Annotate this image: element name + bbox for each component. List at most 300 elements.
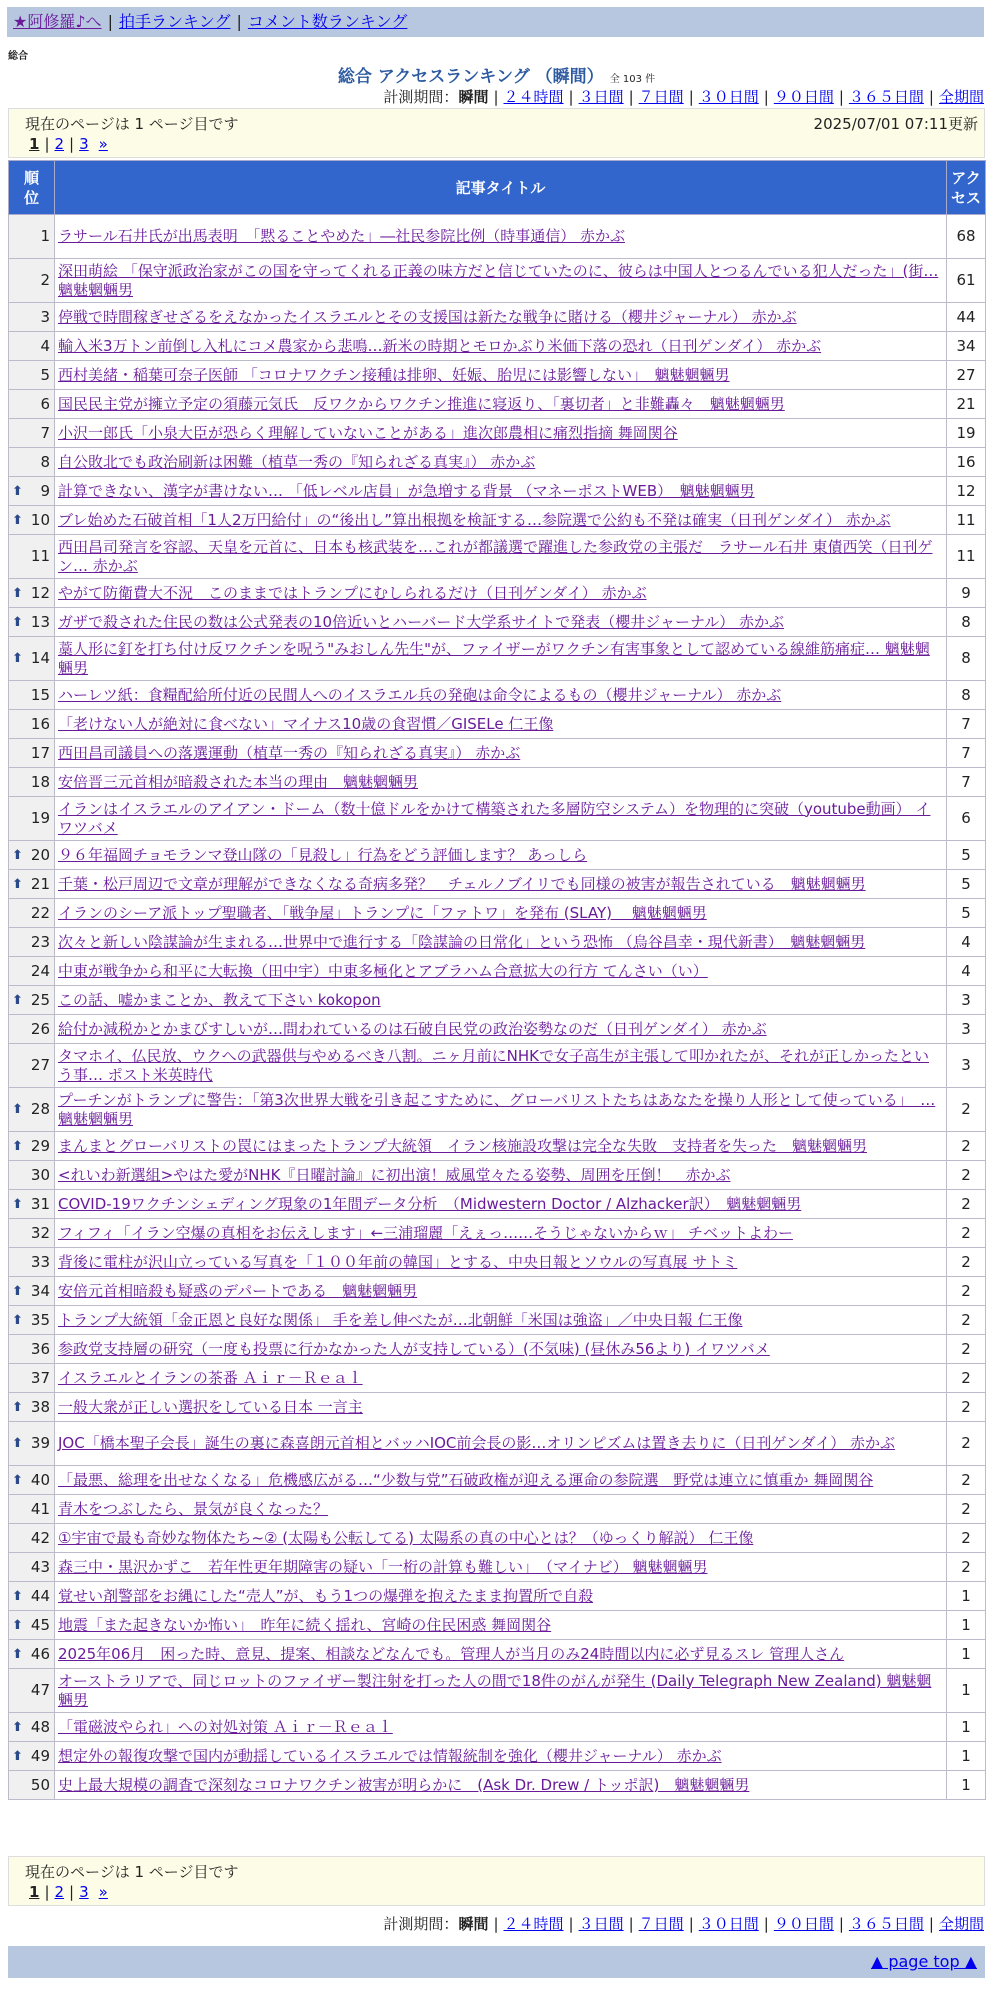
nav-link-comment-ranking[interactable]: コメント数ランキング bbox=[247, 12, 408, 31]
section-label: 総合 bbox=[8, 51, 28, 62]
table-row bbox=[9, 535, 986, 579]
table-row bbox=[9, 259, 986, 303]
table-row bbox=[9, 215, 986, 259]
title-cell bbox=[55, 215, 947, 259]
article-link[interactable]: ラサール石井氏が出馬表明 「黙ることやめた」―社民参院比例（時事通信） 赤かぶ bbox=[58, 227, 625, 245]
rank-cell bbox=[9, 1553, 55, 1582]
article-link[interactable]: ①宇宙で最も奇妙な物体たち~② (太陽も公転してる) 太陽系の真の中心とは？（ゆっくり解説） 仁王像 bbox=[58, 1528, 754, 1547]
title-cell bbox=[55, 1219, 947, 1248]
current-page-text-bottom: 現在のページは 1 ページ目です bbox=[25, 1863, 239, 1881]
title-cell bbox=[55, 797, 947, 841]
rank-cell bbox=[9, 768, 55, 797]
table-row bbox=[9, 1524, 986, 1553]
page-link-3[interactable]: 3 bbox=[79, 135, 89, 153]
table-row bbox=[9, 1669, 986, 1713]
access-count: 2 bbox=[947, 1495, 986, 1524]
article-link[interactable]: フィフィ「イラン空爆の真相をお伝えします」←三浦瑠麗「えぇっ……そうじゃないからｗ」 チベットよわー bbox=[58, 1223, 793, 1242]
rank-number: 25 bbox=[30, 990, 50, 1009]
rank-number: 13 bbox=[30, 612, 50, 631]
article-link[interactable]: 西村美緒・稲葉可奈子医師 「コロナワクチン接種は排卵、妊娠、胎児には影響しない」 魑魅魍魎男 bbox=[58, 365, 730, 384]
table-row bbox=[9, 390, 986, 419]
rank-number: 37 bbox=[30, 1368, 50, 1387]
rank-number: 38 bbox=[30, 1397, 50, 1416]
title-cell bbox=[55, 1495, 947, 1524]
article-link[interactable]: 「最悪、総理を出せなくなる」危機感広がる…“少数与党”石破政権が迎える運命の参院選 野党は連立に慎重か 舞岡関谷 bbox=[58, 1470, 874, 1489]
article-link[interactable]: 国民民主党が擁立予定の須藤元気氏 反ワクからワクチン推進に寝返り、「裏切者」と非難轟々 魑魅魍魎男 bbox=[58, 394, 785, 413]
title-cell bbox=[55, 1771, 947, 1800]
table-row bbox=[9, 1422, 986, 1466]
rank-number: 41 bbox=[30, 1499, 50, 1518]
up-arrow-icon: ⬆ bbox=[12, 1399, 23, 1415]
rank-number: 43 bbox=[30, 1557, 50, 1576]
up-arrow-icon: ⬆ bbox=[12, 1748, 23, 1764]
article-link[interactable]: タマホイ、仏民放、ウクへの武器供与やめるべき八割。ニヶ月前にNHKで女子高生が主張して叩かれたが、それが正しかったという事… ポスト米英時代 bbox=[58, 1046, 929, 1084]
title-cell bbox=[55, 1088, 947, 1132]
rank-cell bbox=[9, 986, 55, 1015]
title-cell bbox=[55, 1553, 947, 1582]
title-cell bbox=[55, 1364, 947, 1393]
article-link[interactable]: ブレ始めた石破首相「1人2万円給付」の“後出し”算出根拠を検証する…参院選で公約も不発は確実（日刊ゲンダイ） 赤かぶ bbox=[58, 510, 891, 529]
article-link[interactable]: JOC「橋本聖子会長」誕生の裏に森喜朗元首相とバッハIOC前会長の影…オリンピズムは置き去りに（日刊ゲンダイ） 赤かぶ bbox=[58, 1434, 895, 1452]
rank-number: 9 bbox=[40, 481, 50, 500]
title-cell bbox=[55, 681, 947, 710]
rank-cell bbox=[9, 1248, 55, 1277]
title-cell bbox=[55, 637, 947, 681]
rank-cell bbox=[9, 870, 55, 899]
page-current-bottom: 1 bbox=[29, 1883, 40, 1901]
rank-number: 7 bbox=[40, 423, 50, 442]
page-links-bottom: 1 | 2 | 3 » bbox=[29, 1883, 108, 1901]
access-count: 12 bbox=[947, 477, 986, 506]
article-link[interactable]: 輸入米3万トン前倒し入札にコメ農家から悲鳴…新米の時期とモロかぶり米価下落の恐れ（日刊ゲンダイ） 赤かぶ bbox=[58, 336, 822, 355]
rank-number: 34 bbox=[30, 1281, 50, 1300]
table-row bbox=[9, 1393, 986, 1422]
table-row bbox=[9, 899, 986, 928]
rank-number: 46 bbox=[30, 1644, 50, 1663]
title-cell bbox=[55, 579, 947, 608]
total-count: 全 103 件 bbox=[609, 74, 656, 85]
table-row bbox=[9, 1466, 986, 1495]
article-link[interactable]: プーチンがトランプに警告：「第3次世界大戦を引き起こすために、グローバリストたちはあなたを操り人形として使っている」 … 魑魅魍魎男 bbox=[58, 1090, 936, 1128]
title-cell bbox=[55, 710, 947, 739]
rank-number: 45 bbox=[30, 1615, 50, 1634]
rank-number: 35 bbox=[30, 1310, 50, 1329]
access-count: 1 bbox=[947, 1713, 986, 1742]
table-row bbox=[9, 957, 986, 986]
rank-number: 29 bbox=[30, 1136, 50, 1155]
table-row bbox=[9, 1044, 986, 1088]
rank-number: 11 bbox=[30, 547, 50, 565]
page-link-2[interactable]: 2 bbox=[54, 135, 65, 153]
article-link[interactable]: 2025年06月 困った時、意見、提案、相談などなんでも。管理人が当月のみ24時間以内に必ず見るスレ 管理人さん bbox=[58, 1644, 845, 1663]
article-link[interactable]: 安倍元首相暗殺も疑惑のデパートである 魑魅魍魎男 bbox=[58, 1281, 418, 1300]
page-top-link[interactable]: ▲ page top ▲ bbox=[870, 1952, 977, 1971]
up-arrow-icon: ⬆ bbox=[12, 876, 23, 892]
article-link[interactable]: 地震「また起きないか怖い」 昨年に続く揺れ、宮崎の住民困惑 舞岡関谷 bbox=[58, 1615, 552, 1634]
rank-cell bbox=[9, 1640, 55, 1669]
table-row bbox=[9, 1132, 986, 1161]
access-count: 6 bbox=[947, 797, 986, 841]
article-link[interactable]: 森三中・黒沢かずこ 若年性更年期障害の疑い「一桁の計算も難しい」 （マイナビ） 魑魅魍魎男 bbox=[58, 1557, 708, 1576]
article-link[interactable]: 計算できない、漢字が書けない… 「低レベル店員」が急増する背景 （マネーポストWEB） 魑魅魍魎男 bbox=[58, 481, 755, 500]
rank-number: 48 bbox=[30, 1717, 50, 1736]
header-rank bbox=[9, 161, 55, 215]
header-rank-label: 順位 bbox=[23, 168, 39, 207]
table-row bbox=[9, 841, 986, 870]
up-arrow-icon: ⬆ bbox=[12, 1312, 23, 1328]
article-link[interactable]: 中東が戦争から和平に大転換（田中宇）中東多極化とアブラハム合意拡大の行方 てんさい（い） bbox=[58, 961, 708, 980]
article-link[interactable]: イランはイスラエルのアイアン・ドーム（数十億ドルをかけて構築された多層防空システム）を物理的に突破（youtube動画） イワツバメ bbox=[58, 799, 931, 837]
table-row bbox=[9, 1306, 986, 1335]
rank-number: 24 bbox=[30, 961, 50, 980]
rank-number: 42 bbox=[30, 1528, 50, 1547]
article-link[interactable]: この話、嘘かまことか、教えて下さい kokopon bbox=[58, 990, 381, 1009]
period-365d-bottom[interactable]: ３６５日間 bbox=[848, 1915, 924, 1933]
title-cell bbox=[55, 259, 947, 303]
page-link-3-bottom[interactable]: 3 bbox=[79, 1883, 89, 1901]
table-row bbox=[9, 419, 986, 448]
article-link[interactable]: 自公敗北でも政治刷新は困難（植草一秀の『知られざる真実』） 赤かぶ bbox=[58, 452, 536, 471]
rank-number: 20 bbox=[30, 845, 50, 864]
up-arrow-icon: ⬆ bbox=[12, 1196, 23, 1212]
rank-cell bbox=[9, 1771, 55, 1800]
article-link[interactable]: 覚せい剤警部をお縄にした“売人”が、もう1つの爆弾を抱えたまま拘置所で自殺 bbox=[58, 1586, 594, 1605]
access-count: 8 bbox=[947, 608, 986, 637]
article-link[interactable]: 藁人形に釘を打ち付け反ワクチンを呪う"みおしん先生"が、ファイザーがワクチン有害事象として認めている線維筋痛症… 魑魅魍魎男 bbox=[58, 639, 930, 677]
article-link[interactable]: 青木をつぶしたら、景気が良くなった？ bbox=[58, 1499, 329, 1518]
article-link[interactable]: 西田昌司発言を容認、天皇を元首に、日本も核武装を…これが都議選で躍進した参政党の主張だ ラサール石井 東債西笑（日刊ゲン… 赤かぶ bbox=[58, 537, 933, 575]
article-link[interactable]: まんまとグローバリストの罠にはまったトランプ大統領 イラン核施設攻撃は完全な失敗 支持者を失った 魑魅魍魎男 bbox=[58, 1136, 867, 1155]
table-row bbox=[9, 1088, 986, 1132]
rank-cell bbox=[9, 215, 55, 259]
title-cell bbox=[55, 1669, 947, 1713]
rank-number: 33 bbox=[30, 1252, 50, 1271]
access-count: 3 bbox=[947, 986, 986, 1015]
table-row bbox=[9, 1015, 986, 1044]
rank-cell bbox=[9, 419, 55, 448]
access-count: 5 bbox=[947, 899, 986, 928]
rank-cell bbox=[9, 259, 55, 303]
rank-number: 28 bbox=[30, 1100, 50, 1118]
title-cell bbox=[55, 419, 947, 448]
title-cell bbox=[55, 1190, 947, 1219]
access-count: 44 bbox=[947, 303, 986, 332]
rank-number: 19 bbox=[30, 809, 50, 827]
access-count: 2 bbox=[947, 1132, 986, 1161]
article-link[interactable]: オーストラリアで、同じロットのファイザー製注射を打った人の間で18件のがんが発生 (Daily Telegraph New Zealand) 魑魅魍魎男 bbox=[58, 1671, 932, 1709]
article-link[interactable]: イランのシーア派トップ聖職者、「戦争屋」トランプに「ファトワ」を発布 (SLAY) 魑魅魍魎男 bbox=[58, 903, 707, 922]
rank-number: 15 bbox=[30, 685, 50, 704]
rank-cell bbox=[9, 899, 55, 928]
rank-cell bbox=[9, 1132, 55, 1161]
rank-cell bbox=[9, 1742, 55, 1771]
article-link[interactable]: やがて防衛費大不況 このままではトランプにむしられるだけ（日刊ゲンダイ） 赤かぶ bbox=[58, 583, 647, 602]
rank-number: 36 bbox=[30, 1339, 50, 1358]
article-link[interactable]: トランプ大統領「金正恩と良好な関係」 手を差し伸べたが…北朝鮮「米国は強盗」／中央日報 仁王像 bbox=[58, 1310, 743, 1329]
title-cell bbox=[55, 739, 947, 768]
rank-cell bbox=[9, 1393, 55, 1422]
rank-cell bbox=[9, 1364, 55, 1393]
table-row bbox=[9, 477, 986, 506]
access-count: 3 bbox=[947, 1044, 986, 1088]
access-count: 27 bbox=[947, 361, 986, 390]
article-link[interactable]: 停戦で時間稼ぎせざるをえなかったイスラエルとその支援国は新たな戦争に賭ける（櫻井ジャーナル） 赤かぶ bbox=[58, 307, 797, 326]
rank-cell bbox=[9, 1495, 55, 1524]
article-link[interactable]: 背後に電柱が沢山立っている写真を「１００年前の韓国」とする、中央日報とソウルの写真展 サトミ bbox=[58, 1252, 738, 1271]
rank-cell bbox=[9, 928, 55, 957]
rank-cell bbox=[9, 1582, 55, 1611]
rank-cell bbox=[9, 1277, 55, 1306]
rank-cell bbox=[9, 1161, 55, 1190]
rank-number: 4 bbox=[40, 336, 50, 355]
rank-number: 18 bbox=[30, 772, 50, 791]
article-link[interactable]: 小沢一郎氏「小泉大臣が恐らく理解していないことがある」進次郎農相に痛烈指摘 舞岡関谷 bbox=[58, 423, 678, 442]
rank-number: 16 bbox=[30, 714, 50, 733]
rank-number: 10 bbox=[30, 510, 50, 529]
table-row bbox=[9, 1277, 986, 1306]
title-cell bbox=[55, 1422, 947, 1466]
current-page-text: 現在のページは 1 ページ目です bbox=[25, 115, 239, 133]
title-cell bbox=[55, 361, 947, 390]
table-row bbox=[9, 1713, 986, 1742]
title-cell bbox=[55, 506, 947, 535]
rank-cell bbox=[9, 390, 55, 419]
access-count: 1 bbox=[947, 1611, 986, 1640]
rank-number: 12 bbox=[30, 583, 50, 602]
rank-cell bbox=[9, 1713, 55, 1742]
table-row bbox=[9, 1161, 986, 1190]
period-90d-bottom[interactable]: ９０日間 bbox=[773, 1915, 834, 1933]
rank-cell bbox=[9, 1422, 55, 1466]
table-row bbox=[9, 332, 986, 361]
table-row bbox=[9, 448, 986, 477]
access-count: 1 bbox=[947, 1742, 986, 1771]
title-cell bbox=[55, 1742, 947, 1771]
up-arrow-icon: ⬆ bbox=[12, 847, 23, 863]
rank-cell bbox=[9, 535, 55, 579]
rank-cell bbox=[9, 303, 55, 332]
rank-number: 47 bbox=[30, 1681, 50, 1699]
table-row bbox=[9, 1364, 986, 1393]
access-count: 34 bbox=[947, 332, 986, 361]
up-arrow-icon: ⬆ bbox=[12, 512, 23, 528]
rank-cell bbox=[9, 1611, 55, 1640]
table-row bbox=[9, 1771, 986, 1800]
table-row bbox=[9, 579, 986, 608]
access-count: 2 bbox=[947, 1553, 986, 1582]
rank-number: 6 bbox=[40, 394, 50, 413]
rank-number: 2 bbox=[40, 271, 50, 289]
rank-cell bbox=[9, 361, 55, 390]
title-cell bbox=[55, 1277, 947, 1306]
rank-cell bbox=[9, 1190, 55, 1219]
title-cell bbox=[55, 1524, 947, 1553]
page-current: 1 bbox=[29, 135, 40, 153]
nav-link-asyura[interactable]: ★阿修羅♪へ bbox=[13, 12, 102, 31]
title-cell bbox=[55, 1248, 947, 1277]
access-count: 7 bbox=[947, 710, 986, 739]
article-link[interactable]: ガザで殺された住民の数は公式発表の10倍近いとハーバード大学系サイトで発表（櫻井ジャーナル） 赤かぶ bbox=[58, 612, 785, 631]
rank-cell bbox=[9, 332, 55, 361]
title-cell bbox=[55, 768, 947, 797]
access-count: 5 bbox=[947, 870, 986, 899]
up-arrow-icon: ⬆ bbox=[12, 651, 23, 666]
article-link[interactable]: ハーレツ紙：食糧配給所付近の民間人へのイスラエル兵の発砲は命令によるもの（櫻井ジャーナル） 赤かぶ bbox=[58, 685, 782, 704]
access-count: 4 bbox=[947, 957, 986, 986]
article-link[interactable]: 安倍晋三元首相が暗殺された本当の理由 魑魅魍魎男 bbox=[58, 772, 419, 791]
table-row bbox=[9, 1640, 986, 1669]
title-cell bbox=[55, 477, 947, 506]
rank-number: 50 bbox=[30, 1775, 50, 1794]
rank-number: 40 bbox=[30, 1470, 50, 1489]
rank-cell bbox=[9, 1306, 55, 1335]
article-link[interactable]: COVID-19ワクチンシェディング現象の1年間データ分析 （Midwestern Doctor / Alzhacker訳） 魑魅魍魎男 bbox=[58, 1194, 802, 1213]
title-cell bbox=[55, 1335, 947, 1364]
article-link[interactable]: 給付か減税かとかまびすしいが…問われているのは石破自民党の政治姿勢なのだ（日刊ゲンダイ） 赤かぶ bbox=[58, 1019, 767, 1038]
up-arrow-icon: ⬆ bbox=[12, 1646, 23, 1662]
top-nav: ★阿修羅♪へ | 拍手ランキング | コメント数ランキング bbox=[7, 7, 984, 37]
title-cell bbox=[55, 1161, 947, 1190]
period-7d-bottom[interactable]: ７日間 bbox=[638, 1915, 684, 1933]
up-arrow-icon: ⬆ bbox=[12, 1283, 23, 1299]
rank-number: 31 bbox=[30, 1194, 50, 1213]
period-selector-bottom: 計測期間：瞬間 | ２４時間 | ３日間 | ７日間 | ３０日間 | ９０日間 | ３６５日間 | 全期間 bbox=[383, 1915, 984, 1933]
up-arrow-icon: ⬆ bbox=[12, 1617, 23, 1633]
up-arrow-icon: ⬆ bbox=[12, 614, 23, 630]
access-count: 2 bbox=[947, 1306, 986, 1335]
nav-link-clap-ranking[interactable]: 拍手ランキング bbox=[118, 12, 231, 31]
rank-cell bbox=[9, 739, 55, 768]
rank-number: 30 bbox=[30, 1165, 50, 1184]
article-link[interactable]: ９６年福岡チョモランマ登山隊の「見殺し」行為をどう評価します？ あっしら bbox=[58, 845, 588, 864]
table-row bbox=[9, 739, 986, 768]
article-link[interactable]: 史上最大規模の調査で深刻なコロナワクチン被害が明らかに (Ask Dr. Drew / トッポ訳) 魑魅魍魎男 bbox=[58, 1775, 750, 1794]
title-cell bbox=[55, 870, 947, 899]
rank-cell bbox=[9, 608, 55, 637]
rank-cell bbox=[9, 477, 55, 506]
article-link[interactable]: <れいわ新選組>やはた愛がNHK『日曜討論』に初出演！威風堂々たる姿勢、周囲を圧倒！ 赤かぶ bbox=[58, 1165, 731, 1184]
up-arrow-icon: ⬆ bbox=[12, 1719, 23, 1735]
title-cell bbox=[55, 1582, 947, 1611]
article-link[interactable]: 西田昌司議員への落選運動（植草一秀の『知られざる真実』） 赤かぶ bbox=[58, 743, 521, 762]
rank-cell bbox=[9, 797, 55, 841]
up-arrow-icon: ⬆ bbox=[12, 1436, 23, 1451]
table-row bbox=[9, 1582, 986, 1611]
up-arrow-icon: ⬆ bbox=[12, 1472, 23, 1488]
rank-cell bbox=[9, 1219, 55, 1248]
title-cell bbox=[55, 1044, 947, 1088]
rank-number: 8 bbox=[40, 452, 50, 471]
table-row bbox=[9, 1553, 986, 1582]
up-arrow-icon: ⬆ bbox=[12, 483, 23, 499]
access-count: 2 bbox=[947, 1161, 986, 1190]
page-next[interactable]: » bbox=[98, 135, 108, 153]
article-link[interactable]: 次々と新しい陰謀論が生まれる…世界中で進行する「陰謀論の日常化」という恐怖 （烏谷昌幸・現代新書） 魑魅魍魎男 bbox=[58, 932, 866, 951]
period-selector-top: 計測期間：瞬間 | ２４時間 | ３日間 | ７日間 | ３０日間 | ９０日間 | ３６５日間 | 全期間 bbox=[383, 88, 984, 106]
access-count: 8 bbox=[947, 681, 986, 710]
access-count: 68 bbox=[947, 215, 986, 259]
period-30d[interactable]: ３０日間 bbox=[698, 88, 759, 106]
access-count: 2 bbox=[947, 1393, 986, 1422]
access-count: 2 bbox=[947, 1190, 986, 1219]
page-next-bottom[interactable]: » bbox=[98, 1883, 108, 1901]
up-arrow-icon: ⬆ bbox=[12, 1102, 23, 1117]
table-row bbox=[9, 1495, 986, 1524]
period-3d-bottom[interactable]: ３日間 bbox=[578, 1915, 624, 1933]
rank-number: 3 bbox=[40, 307, 50, 326]
page-link-2-bottom[interactable]: 2 bbox=[54, 1883, 65, 1901]
period-current: 瞬間 bbox=[458, 88, 489, 106]
header-access bbox=[947, 161, 986, 215]
period-label-bottom: 計測期間： bbox=[383, 1915, 459, 1933]
period-all-bottom[interactable]: 全期間 bbox=[938, 1915, 984, 1933]
pager-top bbox=[8, 108, 985, 158]
table-row bbox=[9, 928, 986, 957]
access-count: 8 bbox=[947, 637, 986, 681]
article-link[interactable]: 「電磁波やられ」への対処対策 Ａｉｒ－Ｒｅａｌ bbox=[58, 1717, 393, 1736]
header-access-label: アクセス bbox=[950, 168, 981, 207]
article-link[interactable]: 「老けない人が絶対に食べない」マイナス10歳の食習慣／GISELe 仁王像 bbox=[58, 714, 554, 733]
period-3d[interactable]: ３日間 bbox=[578, 88, 624, 106]
period-30d-bottom[interactable]: ３０日間 bbox=[698, 1915, 759, 1933]
access-count: 2 bbox=[947, 1248, 986, 1277]
title-cell bbox=[55, 448, 947, 477]
access-count: 1 bbox=[947, 1640, 986, 1669]
period-all[interactable]: 全期間 bbox=[938, 88, 984, 106]
title-cell bbox=[55, 303, 947, 332]
article-link[interactable]: 参政党支持層の研究（一度も投票に行かなかった人が支持している）(不気味) (昼休み56より) イワツバメ bbox=[58, 1339, 770, 1358]
period-365d[interactable]: ３６５日間 bbox=[848, 88, 924, 106]
access-count: 2 bbox=[947, 1335, 986, 1364]
table-row bbox=[9, 768, 986, 797]
article-link[interactable]: 深田萌絵 「保守派政治家がこの国を守ってくれる正義の味方だと信じていたのに、彼らは中国人とつるんでいる犯人だった」(街… 魑魅魍魎男 bbox=[58, 261, 939, 299]
article-link[interactable]: 千葉・松戸周辺で文章が理解ができなくなる奇病多発？ チェルノブイリでも同様の被害が報告されている 魑魅魍魎男 bbox=[58, 874, 866, 893]
table-row bbox=[9, 1742, 986, 1771]
title-cell bbox=[55, 1713, 947, 1742]
access-count: 5 bbox=[947, 841, 986, 870]
rank-number: 49 bbox=[30, 1746, 50, 1765]
title-cell bbox=[55, 608, 947, 637]
up-arrow-icon: ⬆ bbox=[12, 1138, 23, 1154]
title-cell bbox=[55, 1640, 947, 1669]
rank-number: 32 bbox=[30, 1223, 50, 1242]
table-row bbox=[9, 1248, 986, 1277]
table-row bbox=[9, 506, 986, 535]
access-count: 4 bbox=[947, 928, 986, 957]
access-count: 2 bbox=[947, 1277, 986, 1306]
table-row bbox=[9, 1219, 986, 1248]
article-link[interactable]: イスラエルとイランの茶番 Ａｉｒ－Ｒｅａｌ bbox=[58, 1368, 363, 1387]
rank-cell bbox=[9, 506, 55, 535]
title-cell bbox=[55, 986, 947, 1015]
period-label: 計測期間： bbox=[383, 88, 459, 106]
period-24h[interactable]: ２４時間 bbox=[503, 88, 564, 106]
rank-number: 39 bbox=[30, 1434, 50, 1452]
rank-number: 23 bbox=[30, 932, 50, 951]
access-count: 16 bbox=[947, 448, 986, 477]
updated-time: 2025/07/01 07:11更新 bbox=[813, 115, 978, 133]
article-link[interactable]: 一般大衆が正しい選択をしている日本 一言主 bbox=[58, 1397, 363, 1416]
article-link[interactable]: 想定外の報復攻撃で国内が動揺しているイスラエルでは情報統制を強化（櫻井ジャーナル） 赤かぶ bbox=[58, 1746, 722, 1765]
period-7d[interactable]: ７日間 bbox=[638, 88, 684, 106]
period-24h-bottom[interactable]: ２４時間 bbox=[503, 1915, 564, 1933]
title-cell bbox=[55, 1306, 947, 1335]
period-90d[interactable]: ９０日間 bbox=[773, 88, 834, 106]
table-row bbox=[9, 1611, 986, 1640]
pager-bottom bbox=[8, 1856, 985, 1906]
access-count: 11 bbox=[947, 535, 986, 579]
rank-cell bbox=[9, 448, 55, 477]
